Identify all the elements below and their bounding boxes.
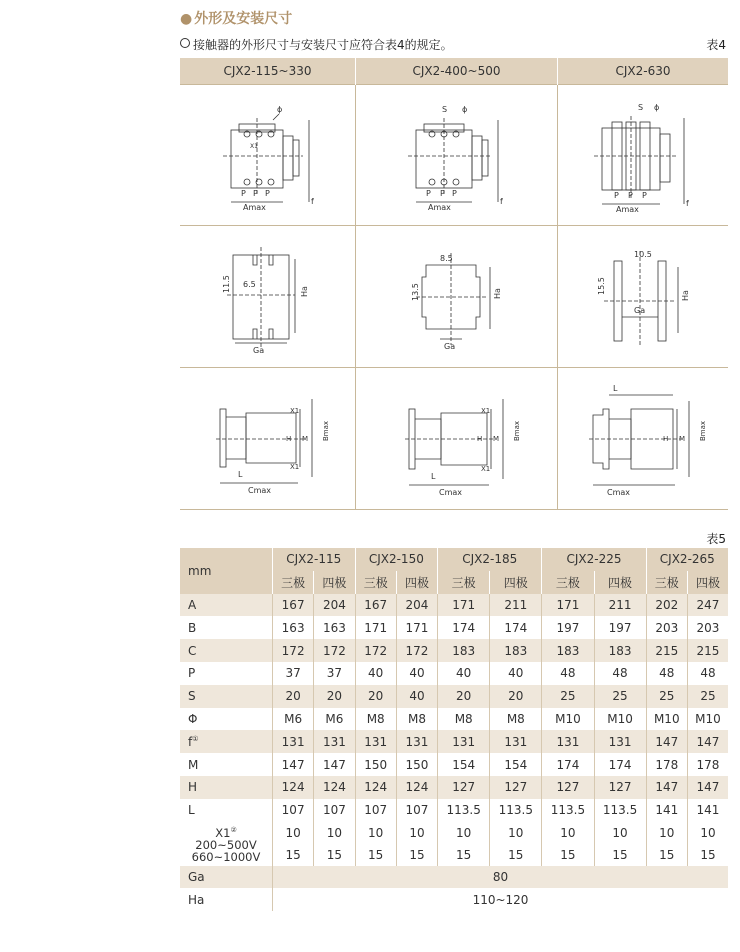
svg-text:Ha: Ha — [492, 287, 502, 299]
table-cell: 10 — [646, 822, 687, 844]
table-cell: 141 — [687, 799, 728, 822]
svg-text:11.5: 11.5 — [221, 274, 231, 293]
table-cell: 25 — [646, 685, 687, 708]
svg-text:X1: X1 — [289, 406, 299, 415]
side-view-drawing-115 — [208, 379, 328, 499]
model-header: CJX2-185 — [438, 548, 542, 571]
table-cell: 171 — [542, 594, 594, 617]
table-cell: M10 — [594, 708, 646, 731]
model-header: CJX2-115 — [273, 548, 356, 571]
table-cell: 171 — [438, 594, 490, 617]
table-cell: 124 — [273, 776, 314, 799]
svg-text:15.5: 15.5 — [597, 276, 606, 295]
svg-text:f: f — [499, 197, 503, 206]
table-cell: 48 — [687, 662, 728, 685]
svg-text:M: M — [679, 434, 686, 443]
svg-text:f: f — [310, 197, 314, 206]
svg-text:X1: X1 — [289, 462, 299, 471]
table-cell: M8 — [490, 708, 542, 731]
table-cell: 107 — [396, 799, 437, 822]
table-cell: 20 — [438, 685, 490, 708]
table-cell: 174 — [542, 753, 594, 776]
table-row — [180, 776, 728, 799]
table-cell: 150 — [355, 753, 396, 776]
pole-header: 四极 — [594, 571, 646, 594]
table-cell: 174 — [594, 753, 646, 776]
table-cell: 20 — [273, 685, 314, 708]
table-cell: 215 — [687, 639, 728, 662]
mounting-view-drawing-115 — [213, 237, 323, 357]
table-cell: 147 — [314, 753, 355, 776]
ga-row-label: Ga — [180, 866, 273, 889]
table-cell: 131 — [355, 730, 396, 753]
svg-text:P: P — [439, 189, 445, 198]
table4-header: CJX2-115~330 — [180, 58, 356, 85]
table-cell: 171 — [355, 616, 396, 639]
table-cell: 204 — [396, 594, 437, 617]
table-cell: M10 — [687, 708, 728, 731]
svg-text:H: H — [285, 434, 291, 443]
svg-text:Cmax: Cmax — [247, 485, 271, 495]
table-cell: 15 — [594, 844, 646, 866]
svg-text:Amax: Amax — [242, 203, 266, 212]
table-cell: 203 — [646, 616, 687, 639]
table-cell: 131 — [396, 730, 437, 753]
table-cell: 15 — [273, 844, 314, 866]
table-cell: 15 — [646, 844, 687, 866]
mounting-view-drawing-630 — [588, 237, 698, 357]
svg-text:P: P — [252, 189, 258, 198]
svg-text:L: L — [613, 383, 618, 393]
table-row — [180, 799, 728, 822]
table-cell: 10 — [314, 822, 355, 844]
table-cell: 127 — [594, 776, 646, 799]
table-cell: 10 — [687, 822, 728, 844]
table-cell: M8 — [438, 708, 490, 731]
s-label: S — [441, 105, 447, 114]
table-cell: 48 — [542, 662, 594, 685]
table-cell: 167 — [273, 594, 314, 617]
table-cell: 163 — [314, 616, 355, 639]
svg-text:H: H — [476, 434, 482, 443]
table4-header: CJX2-400~500 — [356, 58, 558, 85]
table-cell: 131 — [273, 730, 314, 753]
svg-text:ϕ: ϕ — [461, 105, 467, 114]
table-cell: 15 — [355, 844, 396, 866]
table-cell: 10 — [438, 822, 490, 844]
table-cell: 37 — [273, 662, 314, 685]
table-row — [180, 662, 728, 685]
table-cell: 202 — [646, 594, 687, 617]
table-cell: 15 — [490, 844, 542, 866]
svg-text:X1: X1 — [480, 464, 490, 473]
svg-text:Bmax: Bmax — [699, 420, 707, 441]
table-cell: 127 — [490, 776, 542, 799]
svg-text:Bmax: Bmax — [512, 420, 521, 441]
table5 — [180, 548, 728, 911]
table-cell: 40 — [396, 685, 437, 708]
table-cell: 211 — [490, 594, 542, 617]
table-cell: 20 — [490, 685, 542, 708]
svg-text:X1: X1 — [249, 143, 258, 150]
intro-text: 接触器的外形尺寸与安装尺寸应符合表4的规定。 — [180, 36, 453, 53]
table-cell: 183 — [490, 639, 542, 662]
svg-text:Amax: Amax — [427, 203, 451, 212]
table-cell: 20 — [314, 685, 355, 708]
table-cell: 131 — [490, 730, 542, 753]
table-cell: 131 — [542, 730, 594, 753]
table-cell: 178 — [646, 753, 687, 776]
table-cell: 211 — [594, 594, 646, 617]
table-row — [180, 753, 728, 776]
table-cell: 147 — [687, 730, 728, 753]
table-cell: 10 — [542, 822, 594, 844]
row-label: H — [180, 776, 273, 799]
svg-text:P: P — [628, 191, 633, 200]
table-row — [180, 730, 728, 753]
ha-row-label: Ha — [188, 892, 205, 907]
table-cell: 113.5 — [438, 799, 490, 822]
side-view-drawing-400 — [397, 379, 521, 499]
table-cell: 25 — [542, 685, 594, 708]
ha-value: 110~120 — [273, 888, 729, 911]
table-row — [180, 685, 728, 708]
table-cell: 124 — [314, 776, 355, 799]
svg-text:H: H — [663, 434, 669, 443]
table-row — [180, 616, 728, 639]
svg-text:Ha: Ha — [681, 289, 690, 301]
svg-text:Amax: Amax — [616, 205, 639, 214]
table-cell: M6 — [314, 708, 355, 731]
svg-text:Ga: Ga — [634, 305, 646, 315]
model-header: CJX2-225 — [542, 548, 646, 571]
svg-text:P: P — [642, 191, 647, 200]
svg-text:f: f — [686, 199, 689, 208]
table-cell: 172 — [355, 639, 396, 662]
table-cell: 183 — [594, 639, 646, 662]
svg-text:M: M — [492, 434, 499, 443]
table-cell: 40 — [396, 662, 437, 685]
table-row — [180, 594, 728, 617]
table-cell: 178 — [687, 753, 728, 776]
table-cell: 48 — [646, 662, 687, 685]
svg-text:L: L — [430, 471, 435, 481]
svg-text:13.5: 13.5 — [410, 282, 420, 301]
row-label: S — [180, 685, 273, 708]
svg-text:Ga: Ga — [252, 345, 264, 355]
pole-header: 四极 — [490, 571, 542, 594]
table-row — [180, 708, 728, 731]
table-cell: 10 — [490, 822, 542, 844]
table-cell: 37 — [314, 662, 355, 685]
table-cell: 247 — [687, 594, 728, 617]
table-cell: 25 — [594, 685, 646, 708]
table-cell: 40 — [490, 662, 542, 685]
row-label: L — [188, 803, 195, 818]
svg-text:6.5: 6.5 — [242, 279, 256, 289]
pole-header: 四极 — [314, 571, 355, 594]
svg-text:P: P — [240, 189, 246, 198]
phi-label: ϕ — [276, 105, 282, 114]
table-cell: 131 — [314, 730, 355, 753]
table-cell: 203 — [687, 616, 728, 639]
table-cell: 183 — [438, 639, 490, 662]
table-cell: 174 — [438, 616, 490, 639]
table-cell: M10 — [542, 708, 594, 731]
table-cell: 15 — [542, 844, 594, 866]
pole-header: 三极 — [542, 571, 594, 594]
table-cell: 107 — [355, 799, 396, 822]
model-header: CJX2-265 — [646, 548, 728, 571]
svg-text:Cmax: Cmax — [438, 487, 462, 497]
table4-header: CJX2-630 — [558, 58, 729, 85]
svg-text:P: P — [614, 191, 619, 200]
table-cell: 20 — [355, 685, 396, 708]
table-cell: 183 — [542, 639, 594, 662]
svg-text:L: L — [237, 469, 242, 479]
front-view-drawing-400 — [402, 90, 512, 220]
row-label: f① — [180, 730, 273, 753]
svg-text:X1: X1 — [480, 406, 490, 415]
pole-header: 三极 — [646, 571, 687, 594]
table-cell: 15 — [438, 844, 490, 866]
table-cell: M6 — [273, 708, 314, 731]
svg-text:P: P — [425, 189, 431, 198]
table-cell: 48 — [594, 662, 646, 685]
table-cell: 171 — [396, 616, 437, 639]
svg-text:8.5: 8.5 — [439, 253, 453, 263]
table-cell: 197 — [542, 616, 594, 639]
table-cell: 124 — [396, 776, 437, 799]
pole-header: 三极 — [355, 571, 396, 594]
table-cell: 147 — [273, 753, 314, 776]
pole-header: 三极 — [273, 571, 314, 594]
table-cell: 127 — [542, 776, 594, 799]
table-cell: 127 — [438, 776, 490, 799]
table-cell: 154 — [490, 753, 542, 776]
table-cell: 40 — [355, 662, 396, 685]
table-cell: 15 — [396, 844, 437, 866]
table-cell: 172 — [273, 639, 314, 662]
row-label: C — [180, 639, 273, 662]
table-cell: M8 — [396, 708, 437, 731]
table-cell: 131 — [594, 730, 646, 753]
table-cell: 215 — [646, 639, 687, 662]
row-label: Φ — [188, 711, 198, 726]
model-header: CJX2-150 — [355, 548, 438, 571]
svg-text:Bmax: Bmax — [321, 420, 330, 441]
table-cell: 10 — [594, 822, 646, 844]
table5-corner: mm — [180, 548, 273, 594]
table-cell: 150 — [396, 753, 437, 776]
table-cell: 40 — [438, 662, 490, 685]
side-view-drawing-630 — [583, 379, 707, 499]
pole-header: 四极 — [396, 571, 437, 594]
svg-text:M: M — [301, 434, 308, 443]
table4-label: 表4 — [706, 38, 726, 52]
table-cell: 15 — [687, 844, 728, 866]
table-cell: 10 — [273, 822, 314, 844]
x1-row-label: X1② 200~500V 660~1000V — [191, 825, 261, 864]
svg-text:P: P — [451, 189, 457, 198]
front-view-drawing-630 — [588, 90, 698, 220]
row-label: P — [188, 666, 196, 681]
front-view-drawing-115 — [213, 90, 323, 220]
table4 — [180, 58, 728, 510]
row-label: M — [188, 757, 199, 772]
svg-text:Ha: Ha — [299, 285, 309, 297]
table-row — [180, 639, 728, 662]
ga-value: 80 — [273, 866, 729, 889]
table-cell: 15 — [314, 844, 355, 866]
table-cell: 197 — [594, 616, 646, 639]
table-cell: 172 — [396, 639, 437, 662]
section-title: ● 外形及安装尺寸 — [180, 11, 293, 27]
svg-text:ϕ: ϕ — [654, 103, 660, 112]
row-label: B — [188, 620, 197, 635]
table-cell: 131 — [438, 730, 490, 753]
table-cell: 147 — [687, 776, 728, 799]
table-cell: 167 — [355, 594, 396, 617]
table-cell: 107 — [314, 799, 355, 822]
pole-header: 四极 — [687, 571, 728, 594]
row-label: A — [180, 594, 273, 617]
svg-text:10.5: 10.5 — [634, 249, 652, 259]
table-cell: 25 — [687, 685, 728, 708]
table-cell: 124 — [355, 776, 396, 799]
svg-text:Ga: Ga — [443, 341, 455, 351]
table-cell: M8 — [355, 708, 396, 731]
table-cell: M10 — [646, 708, 687, 731]
table-cell: 147 — [646, 776, 687, 799]
svg-text:Cmax: Cmax — [607, 487, 631, 497]
table-cell: 163 — [273, 616, 314, 639]
table-cell: 113.5 — [490, 799, 542, 822]
table-cell: 10 — [355, 822, 396, 844]
table-cell: 204 — [314, 594, 355, 617]
mounting-view-drawing-400 — [402, 237, 512, 357]
table5-label: 表5 — [706, 532, 726, 546]
table-cell: 141 — [646, 799, 687, 822]
table-cell: 10 — [396, 822, 437, 844]
table-cell: 172 — [314, 639, 355, 662]
table-cell: 113.5 — [542, 799, 594, 822]
svg-text:P: P — [264, 189, 270, 198]
pole-header: 三极 — [438, 571, 490, 594]
svg-text:S: S — [638, 103, 644, 112]
table-cell: 107 — [273, 799, 314, 822]
table-cell: 113.5 — [594, 799, 646, 822]
table-cell: 154 — [438, 753, 490, 776]
table-cell: 174 — [490, 616, 542, 639]
table-cell: 147 — [646, 730, 687, 753]
